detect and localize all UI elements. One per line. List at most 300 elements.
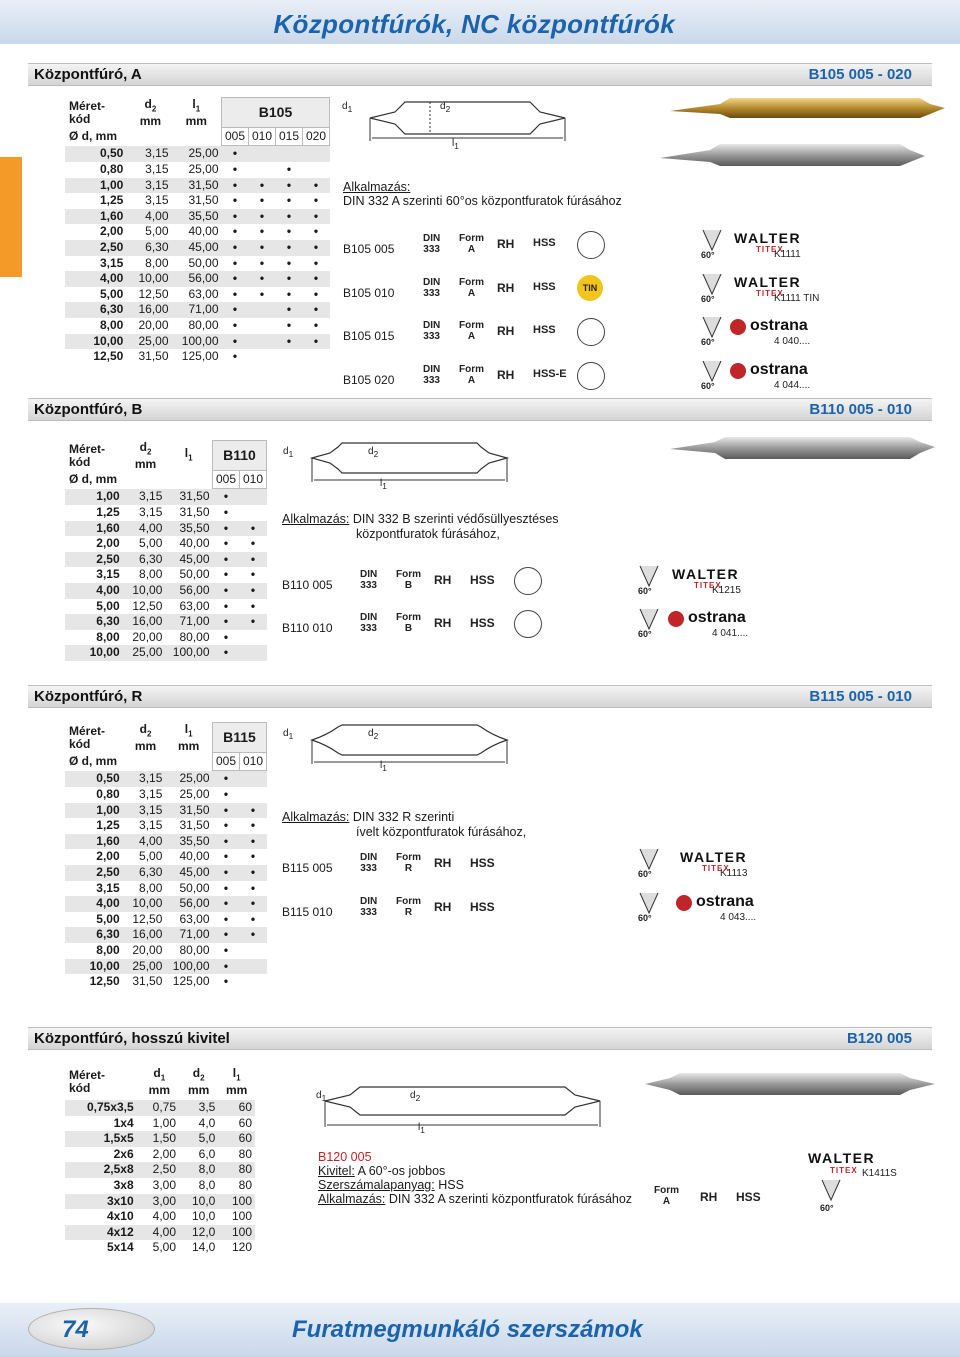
table-row	[65, 146, 330, 162]
cell-availability: •	[240, 927, 267, 943]
din-symbol: DIN 333	[360, 569, 378, 591]
cell-d1: 0,75	[140, 1100, 179, 1116]
cell-availability	[249, 318, 276, 334]
section-code: B105 005 - 020	[808, 66, 912, 83]
table-row	[65, 334, 330, 350]
cell-d2: 31,50	[129, 349, 171, 365]
cell-l1: 80	[218, 1147, 255, 1163]
cell-d2: 20,00	[129, 318, 171, 334]
header-dmm: Ø d, mm	[65, 128, 129, 146]
cell-availability	[240, 489, 267, 505]
cell-availability: •	[213, 614, 240, 630]
form-symbol: Form A	[654, 1185, 679, 1207]
table-row	[65, 489, 267, 505]
form-symbol: Form A	[459, 276, 484, 299]
cell-l1: 125,00	[165, 974, 212, 990]
table-row	[65, 834, 267, 850]
application-text-b2: központfuratok fúrásához,	[356, 527, 500, 541]
section-code: B110 005 - 010	[809, 401, 912, 418]
ostrana-icon	[730, 363, 746, 379]
walter-logo: WALTER	[680, 849, 748, 865]
angle-label: 60°	[638, 629, 652, 639]
cell-availability: •	[213, 881, 240, 897]
cell-availability: •	[222, 209, 249, 225]
ref-code: K1113	[720, 868, 748, 879]
cell-diameter: 2,50	[65, 552, 126, 568]
table-row	[65, 1131, 255, 1147]
cell-availability: •	[276, 256, 303, 272]
din-symbol: DIN 333	[360, 896, 378, 918]
cell-l1: 63,00	[165, 912, 212, 928]
cell-availability: •	[276, 209, 303, 225]
ostrana-logo: ostrana	[750, 317, 808, 334]
cell-l1: 63,00	[172, 287, 222, 303]
page-number: 74	[62, 1316, 89, 1343]
ref-code: 4 043....	[720, 912, 757, 923]
variant-code: B115 005	[282, 861, 333, 875]
form-symbol: Form B	[396, 569, 421, 591]
cell-availability: •	[276, 162, 303, 178]
cell-code: 4x12	[65, 1225, 140, 1241]
cell-d1: 5,00	[140, 1240, 179, 1256]
application-text-r2: ívelt központfuratok fúrásához,	[356, 825, 527, 839]
table-row	[65, 271, 330, 287]
cell-l1: 71,00	[165, 927, 212, 943]
header-meretkod: Méret- kód	[65, 723, 126, 753]
section-header-a	[28, 63, 932, 86]
table-row	[65, 567, 267, 583]
cell-availability: •	[213, 818, 240, 834]
cell-availability: •	[240, 912, 267, 928]
cell-diameter: 1,25	[65, 818, 126, 834]
cell-d2: 4,00	[126, 521, 166, 537]
header-col: 005	[213, 471, 240, 489]
cell-d2: 25,00	[129, 334, 171, 350]
cell-code: 4x10	[65, 1209, 140, 1225]
section-header-b	[28, 398, 932, 421]
cell-availability: •	[303, 209, 330, 225]
cell-availability: •	[240, 834, 267, 850]
cell-availability: •	[249, 271, 276, 287]
cell-availability: •	[213, 834, 240, 850]
cell-l1: 80	[218, 1178, 255, 1194]
cell-diameter: 3,15	[65, 256, 129, 272]
label-l1: $l_1$	[418, 1122, 425, 1135]
spec-table-b	[65, 440, 267, 661]
cell-code: 5x14	[65, 1240, 140, 1256]
cell-l1: 31,50	[172, 193, 222, 209]
header-l1: $l_1$	[165, 441, 212, 471]
cell-d2: 4,00	[129, 209, 171, 225]
cell-availability: •	[276, 271, 303, 287]
side-tab	[0, 157, 22, 277]
ref-code: K1111 TIN	[774, 292, 820, 304]
material-label: HSS	[470, 856, 495, 870]
cell-availability	[240, 959, 267, 975]
cell-l1: 80	[218, 1162, 255, 1178]
label-d1: $d_1$	[283, 728, 294, 741]
cell-diameter: 0,50	[65, 771, 126, 787]
cell-code: 3x8	[65, 1178, 140, 1194]
cell-availability: •	[222, 302, 249, 318]
cell-d2: 10,00	[126, 583, 166, 599]
cell-availability	[240, 787, 267, 803]
material-label: HSS	[470, 573, 495, 587]
cell-l1: 60	[218, 1100, 255, 1116]
cell-availability	[240, 630, 267, 646]
din-symbol: DIN 333	[423, 233, 441, 255]
cell-availability	[276, 146, 303, 162]
cell-availability	[249, 162, 276, 178]
cell-availability: •	[303, 256, 330, 272]
cell-d1: 4,00	[140, 1209, 179, 1225]
cell-diameter: 6,30	[65, 302, 129, 318]
table-row	[65, 318, 330, 334]
angle-label: 60°	[820, 1203, 834, 1213]
section-title: Központfúró, A	[34, 66, 142, 83]
table-row	[65, 178, 330, 194]
cell-code: 1x4	[65, 1116, 140, 1132]
angle-label: 60°	[701, 250, 715, 260]
table-row	[65, 818, 267, 834]
angle-label: 60°	[701, 293, 715, 304]
header-d2: $d_2$ mm	[129, 98, 171, 128]
info-kivitel: Kivitel: A 60°-os jobbos	[318, 1164, 446, 1178]
header-col: 020	[303, 128, 330, 146]
cell-diameter: 5,00	[65, 912, 126, 928]
material-label: HSS	[533, 324, 556, 336]
titex-logo: TITEX	[756, 245, 784, 254]
cell-availability: •	[240, 896, 267, 912]
cell-availability: •	[213, 803, 240, 819]
cell-availability: •	[240, 803, 267, 819]
cell-l1: 31,50	[165, 803, 212, 819]
cell-availability: •	[222, 178, 249, 194]
table-row	[65, 787, 267, 803]
cell-availability: •	[240, 818, 267, 834]
cell-l1: 31,50	[165, 818, 212, 834]
cell-l1: 56,00	[172, 271, 222, 287]
cell-availability	[249, 334, 276, 350]
ostrana-icon	[676, 895, 692, 911]
header-meretkod: Méret- kód	[65, 98, 129, 128]
cell-availability: •	[213, 927, 240, 943]
walter-logo: WALTER	[672, 566, 740, 582]
material-label: HSS	[470, 616, 495, 630]
cell-diameter: 1,25	[65, 505, 126, 521]
header-l1: $l_1$ mm	[172, 98, 222, 128]
cell-availability: •	[276, 287, 303, 303]
table-row	[65, 193, 330, 209]
header-group: B110	[213, 441, 267, 471]
cell-d2: 3,15	[129, 178, 171, 194]
cell-d2: 8,0	[179, 1178, 218, 1194]
cell-d1: 3,00	[140, 1194, 179, 1210]
label-d1: $d_1$	[283, 446, 294, 459]
ostrana-icon	[668, 611, 684, 627]
cell-l1: 40,00	[165, 849, 212, 865]
info-anyag: Szerszámalapanyag: HSS	[318, 1178, 464, 1192]
rh-icon: RH	[497, 367, 515, 382]
cell-availability: •	[222, 318, 249, 334]
rh-icon: RH	[434, 616, 452, 630]
cell-diameter: 1,60	[65, 521, 126, 537]
header-col: 005	[213, 753, 240, 771]
cell-availability: •	[303, 318, 330, 334]
application-text-a: DIN 332 A szerinti 60°os központfuratok fúrásához	[343, 194, 622, 208]
cell-d2: 5,0	[179, 1131, 218, 1147]
cell-d2: 20,00	[126, 943, 166, 959]
table-row	[65, 240, 330, 256]
cell-diameter: 4,00	[65, 896, 126, 912]
cell-d2: 8,00	[129, 256, 171, 272]
table-row	[65, 599, 267, 615]
cell-d2: 3,15	[129, 162, 171, 178]
header-group: B115	[213, 723, 267, 753]
cell-availability: •	[276, 240, 303, 256]
cell-l1: 50,00	[172, 256, 222, 272]
table-row	[65, 865, 267, 881]
table-row	[65, 927, 267, 943]
titex-logo: TITEX	[756, 288, 784, 298]
cell-d2: 8,00	[126, 567, 166, 583]
cell-d1: 2,50	[140, 1162, 179, 1178]
cell-availability: •	[222, 146, 249, 162]
cell-diameter: 1,60	[65, 209, 129, 225]
table-row	[65, 1100, 255, 1116]
cell-diameter: 12,50	[65, 349, 129, 365]
cell-diameter: 10,00	[65, 645, 126, 661]
coating-badge: TIN	[577, 275, 603, 301]
cell-availability: •	[240, 552, 267, 568]
cell-availability: •	[240, 536, 267, 552]
ostrana-logo: ostrana	[696, 893, 754, 910]
cell-l1: 45,00	[172, 240, 222, 256]
cell-l1: 125,00	[172, 349, 222, 365]
cell-l1: 56,00	[165, 896, 212, 912]
titex-logo: TITEX	[702, 864, 730, 873]
cell-d2: 6,0	[179, 1147, 218, 1163]
walter-logo: WALTER	[808, 1150, 876, 1166]
form-symbol: Form B	[396, 612, 421, 634]
material-label: HSS	[533, 280, 556, 293]
tool-photo-long	[640, 1070, 940, 1100]
cell-l1: 31,50	[165, 489, 212, 505]
cell-availability: •	[222, 256, 249, 272]
cell-availability: •	[303, 193, 330, 209]
cell-availability: •	[222, 240, 249, 256]
rh-icon: RH	[497, 324, 515, 338]
cell-l1: 25,00	[165, 771, 212, 787]
info-alkalmazas: Alkalmazás: DIN 332 A szerinti központfuratok fúrásához	[318, 1192, 633, 1206]
material-label: HSS	[533, 237, 556, 249]
cell-l1: 35,50	[165, 521, 212, 537]
rh-icon: RH	[434, 856, 452, 870]
header-meretkod: Méret- kód	[65, 1064, 140, 1100]
cell-availability: •	[249, 287, 276, 303]
cell-availability: •	[240, 881, 267, 897]
angle-label: 60°	[638, 586, 652, 596]
cell-diameter: 1,00	[65, 489, 126, 505]
table-row	[65, 1116, 255, 1132]
ref-code: K1411S	[862, 1168, 897, 1179]
material-label: HSS-E	[533, 367, 567, 380]
table-row	[65, 521, 267, 537]
table-row	[65, 1147, 255, 1163]
cell-l1: 80,00	[165, 943, 212, 959]
cell-d2: 10,0	[179, 1194, 218, 1210]
cell-d2: 3,15	[129, 193, 171, 209]
cell-l1: 71,00	[172, 302, 222, 318]
coating-circle-icon	[577, 231, 605, 259]
cell-availability	[240, 974, 267, 990]
cell-availability: •	[213, 771, 240, 787]
cell-d2: 3,15	[126, 818, 166, 834]
header-dmm: Ø d, mm	[65, 753, 126, 771]
cell-d2: 3,5	[179, 1100, 218, 1116]
application-text-r: Alkalmazás: DIN 332 R szerinti	[282, 810, 455, 824]
coating-circle-icon	[514, 610, 542, 638]
cell-d2: 3,15	[129, 146, 171, 162]
tool-photo-a	[650, 96, 950, 176]
titex-logo: TITEX	[830, 1166, 858, 1175]
cell-availability: •	[213, 583, 240, 599]
angle-label: 60°	[701, 380, 715, 391]
cell-diameter: 8,00	[65, 630, 126, 646]
cell-d2: 3,15	[126, 803, 166, 819]
cell-l1: 25,00	[172, 162, 222, 178]
coating-circle-icon	[577, 362, 605, 390]
cell-availability	[249, 146, 276, 162]
cell-availability: •	[222, 224, 249, 240]
table-row	[65, 209, 330, 225]
cell-availability: •	[240, 599, 267, 615]
spec-table-a	[65, 97, 330, 365]
walter-logo: WALTER	[734, 273, 802, 290]
cell-l1: 45,00	[165, 552, 212, 568]
table-row	[65, 943, 267, 959]
cell-availability: •	[213, 974, 240, 990]
cell-availability: •	[213, 865, 240, 881]
table-row	[65, 552, 267, 568]
cell-l1: 120	[218, 1240, 255, 1256]
form-symbol: Form A	[459, 233, 484, 255]
table-row	[65, 1178, 255, 1194]
cell-d2: 10,00	[126, 896, 166, 912]
cell-diameter: 2,00	[65, 224, 129, 240]
cell-availability: •	[249, 256, 276, 272]
cell-l1: 45,00	[165, 865, 212, 881]
cell-l1: 50,00	[165, 881, 212, 897]
cell-availability	[276, 349, 303, 365]
header-d1: $d_1$ mm	[140, 1064, 179, 1100]
cell-l1: 100	[218, 1209, 255, 1225]
cell-d2: 12,50	[129, 287, 171, 303]
cell-l1: 25,00	[172, 146, 222, 162]
label-l1: $l_1$	[380, 478, 387, 491]
cell-availability: •	[213, 959, 240, 975]
cell-availability	[240, 771, 267, 787]
tip-angle-icon	[818, 1178, 844, 1204]
cell-diameter: 12,50	[65, 974, 126, 990]
ref-code: 4 041....	[712, 628, 749, 639]
cell-code: 2x6	[65, 1147, 140, 1163]
cell-availability: •	[303, 178, 330, 194]
info-code-long: B120 005	[318, 1150, 372, 1164]
label-l1: $l_1$	[452, 138, 459, 151]
rh-icon: RH	[434, 573, 452, 587]
table-row	[65, 630, 267, 646]
table-row	[65, 881, 267, 897]
cell-d2: 8,0	[179, 1162, 218, 1178]
cell-l1: 71,00	[165, 614, 212, 630]
section-code: B120 005	[846, 1030, 912, 1047]
header-l1: $l_1$ mm	[218, 1064, 255, 1100]
cell-availability	[303, 146, 330, 162]
cell-diameter: 4,00	[65, 583, 126, 599]
variant-code: B105 010	[343, 285, 395, 300]
table-row	[65, 1240, 255, 1256]
table-row	[65, 583, 267, 599]
cell-diameter: 5,00	[65, 599, 126, 615]
cell-availability: •	[303, 302, 330, 318]
cell-l1: 100	[218, 1225, 255, 1241]
cell-diameter: 2,00	[65, 536, 126, 552]
drill-drawing-r	[282, 722, 582, 772]
drill-drawing-a	[340, 96, 640, 156]
cell-d1: 1,00	[140, 1116, 179, 1132]
cell-availability: •	[222, 334, 249, 350]
header-col: 010	[249, 128, 276, 146]
rh-icon: RH	[497, 280, 515, 295]
header-col: 010	[240, 471, 267, 489]
cell-d2: 4,00	[126, 834, 166, 850]
form-symbol: Form R	[396, 896, 421, 918]
cell-availability: •	[213, 536, 240, 552]
table-row	[65, 803, 267, 819]
table-row	[65, 349, 330, 365]
cell-availability: •	[213, 787, 240, 803]
table-row	[65, 645, 267, 661]
material-label: HSS	[470, 900, 495, 914]
cell-d2: 16,00	[126, 927, 166, 943]
cell-availability: •	[249, 240, 276, 256]
cell-code: 2,5x8	[65, 1162, 140, 1178]
cell-availability: •	[303, 271, 330, 287]
cell-d2: 12,0	[179, 1225, 218, 1241]
header-dmm: Ø d, mm	[65, 471, 126, 489]
table-row	[65, 896, 267, 912]
cell-availability: •	[303, 224, 330, 240]
din-symbol: DIN 333	[360, 612, 378, 634]
ostrana-logo: ostrana	[688, 609, 746, 626]
cell-availability: •	[240, 567, 267, 583]
variant-code: B110 010	[282, 621, 333, 635]
cell-d1: 1,50	[140, 1131, 179, 1147]
cell-diameter: 5,00	[65, 287, 129, 303]
cell-availability: •	[213, 521, 240, 537]
cell-availability: •	[222, 287, 249, 303]
cell-l1: 80,00	[172, 318, 222, 334]
cell-d2: 6,30	[126, 552, 166, 568]
cell-availability: •	[213, 567, 240, 583]
table-row	[65, 1209, 255, 1225]
table-row	[65, 536, 267, 552]
section-title: Központfúró, hosszú kivitel	[34, 1030, 230, 1047]
cell-availability: •	[213, 489, 240, 505]
application-label-a: Alkalmazás:	[343, 180, 411, 194]
label-d1: $d_1$	[342, 101, 353, 114]
